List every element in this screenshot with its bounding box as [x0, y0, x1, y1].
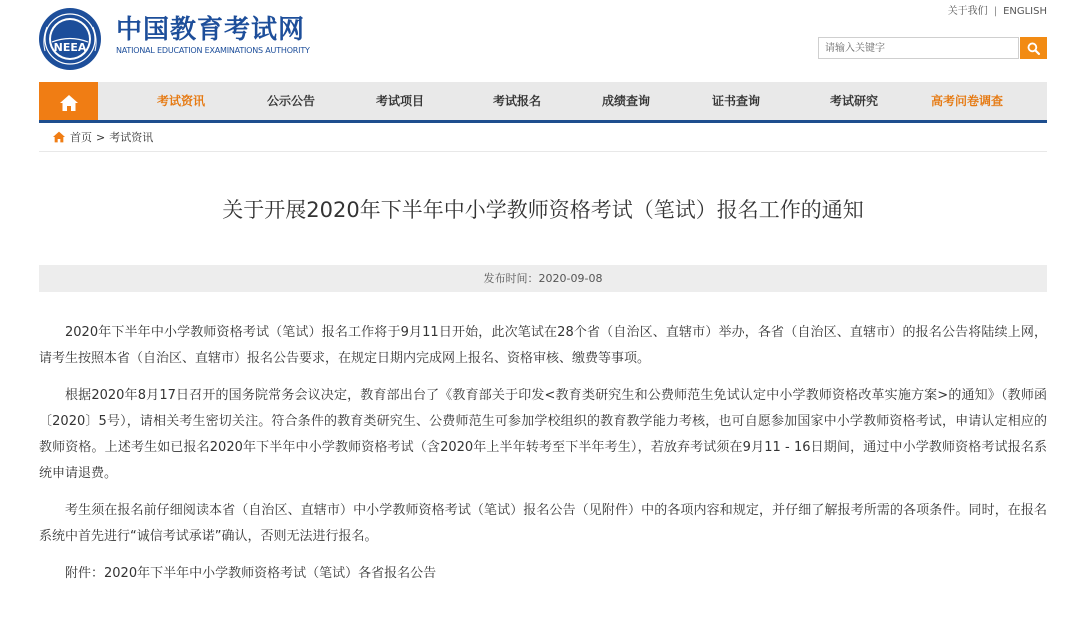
- top-links: [948, 5, 1047, 19]
- breadcrumb-home[interactable]: 首页: [70, 131, 92, 144]
- breadcrumb-divider: [39, 151, 1047, 152]
- nav-underline: [39, 120, 1047, 123]
- nav-item-gaokao-survey[interactable]: 高考问卷调查: [930, 94, 1004, 108]
- breadcrumb: [52, 129, 153, 145]
- breadcrumb-separator: >: [96, 130, 106, 144]
- nav-item-exam-research[interactable]: 考试研究: [829, 94, 879, 108]
- article-body: [39, 320, 1047, 598]
- nav-item-registration[interactable]: 考试报名: [492, 94, 542, 108]
- about-us-link[interactable]: 关于我们: [947, 6, 988, 17]
- nav-home-button[interactable]: [39, 82, 98, 123]
- attachment-link[interactable]: 附件：2020年下半年中小学教师资格考试（笔试）各省报名公告: [65, 566, 437, 581]
- nav-item-certificate-query[interactable]: 证书查询: [711, 94, 761, 108]
- site-name-english: NATIONAL EDUCATION EXAMINATIONS AUTHORITY: [116, 46, 310, 55]
- article-paragraph: 2020年下半年中小学教师资格考试（笔试）报名工作将于9月11日开始，此次笔试在28个省（自治区、直辖市）举办，各省（自治区、直辖市）的报名公告将陆续上网，请考生按照本省（自治区、直辖市）报名公告要求，在规定日期内完成网上报名、资格审核、缴费等事项。: [39, 325, 1047, 366]
- top-links-separator: |: [993, 6, 998, 17]
- publish-time: 发布时间：2020-09-08: [39, 265, 1047, 292]
- nav-item-exam-news[interactable]: 考试资讯: [156, 94, 206, 108]
- search-input[interactable]: [818, 37, 1019, 59]
- search-button[interactable]: [1020, 37, 1047, 59]
- home-icon: [59, 94, 79, 112]
- neea-logo-icon[interactable]: [38, 7, 102, 71]
- article-title: 关于开展2020年下半年中小学教师资格考试（笔试）报名工作的通知: [222, 198, 864, 222]
- site-name[interactable]: 中国教育考试网: [116, 15, 306, 45]
- article-paragraph: 考生须在报名前仔细阅读本省（自治区、直辖市）中小学教师资格考试（笔试）报名公告（见附件）中的各项内容和规定，并仔细了解报考所需的各项条件。同时，在报名系统中首先进行“诚信考试承诺”确认，否则无法进行报名。: [39, 503, 1047, 544]
- main-nav: [39, 82, 1047, 120]
- article-paragraph: 根据2020年8月17日召开的国务院常务会议决定，教育部出台了《教育部关于印发<教育类研究生和公费师范生免试认定中小学教师资格改革实施方案>的通知》（教师函〔2020〕5号），请相关考生密切关注。符合条件的教育类研究生、公费师范生可参加学校组织的教育教学能力考核，也可自愿参加国家中小学教师资格考试，申请认定相应的教师资格。上述考生如已报名2020年下半年中小学教师资格考试（含2020年上半年转考至下半年考生），若放弃考试须在9月11 - 16日期间，通过中小学教师资格考试报名系统申请退费。: [39, 388, 1047, 481]
- nav-item-announcements[interactable]: 公示公告: [266, 94, 316, 108]
- nav-item-exam-projects[interactable]: 考试项目: [375, 94, 425, 108]
- home-icon: [52, 131, 66, 143]
- english-link[interactable]: ENGLISH: [1003, 6, 1047, 17]
- breadcrumb-current[interactable]: 考试资讯: [109, 131, 154, 144]
- search-icon: [1027, 42, 1040, 55]
- svg-text:NEEA: NEEA: [53, 41, 87, 54]
- nav-item-score-query[interactable]: 成绩查询: [601, 94, 651, 108]
